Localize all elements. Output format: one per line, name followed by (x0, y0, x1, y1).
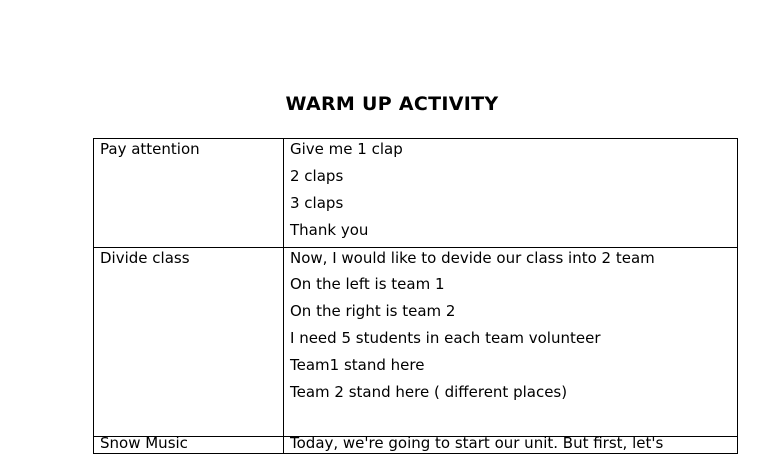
content-line: On the right is team 2 (290, 302, 456, 321)
activity-table (93, 138, 738, 454)
table-row (94, 436, 738, 453)
table-row (94, 139, 738, 248)
table-row (94, 247, 738, 436)
content-line: Team1 stand here (290, 356, 425, 375)
row-label: Snow Music (100, 436, 188, 452)
row-content-cell (284, 247, 738, 436)
row-content-cell (284, 436, 738, 453)
content-line: 2 claps (290, 166, 344, 185)
content-line: I need 5 students in each team volunteer (290, 329, 601, 348)
document-title: WARM UP ACTIVITY (285, 93, 499, 115)
row-label-cell (94, 436, 284, 453)
row-content-cell (284, 139, 738, 248)
content-line: Thank you (290, 220, 369, 239)
content-line (290, 409, 731, 436)
row-label-cell (94, 139, 284, 248)
content-line: 3 claps (290, 193, 344, 212)
row-label: Divide class (100, 248, 190, 267)
content-line: Team 2 stand here ( different places) (290, 383, 568, 402)
content-line: Now, I would like to devide our class into 2 team (290, 248, 655, 267)
content-line: Give me 1 clap (290, 140, 403, 158)
content-line: Today, we're going to start our unit. But first, let's (290, 436, 664, 452)
content-line: On the left is team 1 (290, 275, 445, 294)
row-label-cell (94, 247, 284, 436)
row-label: Pay attention (100, 140, 200, 158)
